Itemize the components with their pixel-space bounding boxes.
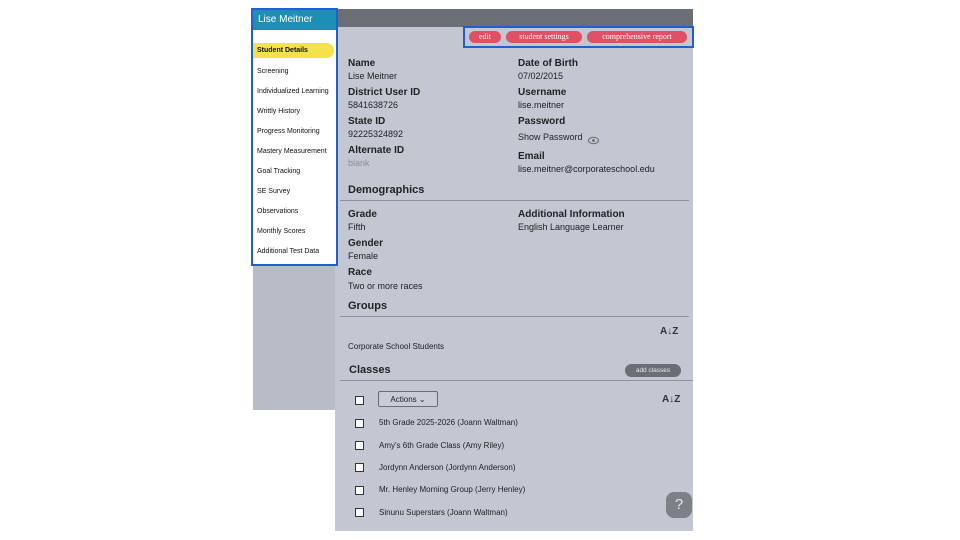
- email-label: Email: [518, 151, 545, 162]
- state-id-label: State ID: [348, 116, 386, 127]
- dob-label: Date of Birth: [518, 58, 578, 69]
- groups-divider: [340, 316, 689, 317]
- additional-info-value: English Language Learner: [518, 222, 624, 232]
- district-user-id-value: 5841638726: [348, 100, 399, 110]
- name-label: Name: [348, 58, 376, 69]
- sidebar-item-individualized-learning[interactable]: Individualized Learning: [257, 88, 329, 95]
- class-row-checkbox[interactable]: [355, 486, 364, 495]
- sidebar-item-additional-test-data[interactable]: Additional Test Data: [257, 248, 320, 255]
- password-label: Password: [518, 116, 566, 127]
- actions-dropdown[interactable]: Actions ⌄: [378, 391, 438, 407]
- dob-value: 07/02/2015: [518, 71, 564, 81]
- state-id-value: 92225324892: [348, 129, 404, 139]
- sidebar-item-se-survey[interactable]: SE Survey: [257, 188, 291, 195]
- groups-sort-az-icon[interactable]: A↓Z: [660, 326, 679, 337]
- sidebar-item-mastery-measurement[interactable]: Mastery Measurement: [257, 148, 327, 155]
- sidebar-item-observations[interactable]: Observations: [257, 208, 299, 215]
- sidebar-item-monthly-scores[interactable]: Monthly Scores: [257, 228, 306, 235]
- class-row-name: Sinunu Superstars (Joann Waltman): [379, 508, 508, 517]
- sidebar-item-goal-tracking[interactable]: Goal Tracking: [257, 168, 301, 175]
- sidebar-item-writtly-history[interactable]: Writtly History: [257, 108, 301, 115]
- alternate-id-value: blank: [348, 158, 370, 168]
- sidebar: [251, 8, 338, 266]
- classes-divider: [340, 380, 693, 381]
- alternate-id-label: Alternate ID: [348, 145, 405, 156]
- username-value: lise.meitner: [518, 100, 565, 110]
- race-label: Race: [348, 267, 372, 278]
- eye-icon[interactable]: [588, 132, 599, 141]
- classes-heading: Classes: [349, 364, 391, 376]
- comprehensive-report-button[interactable]: comprehensive report: [587, 31, 687, 43]
- class-row-name: Jordynn Anderson (Jordynn Anderson): [379, 463, 516, 472]
- gender-label: Gender: [348, 238, 384, 249]
- class-row-checkbox[interactable]: [355, 463, 364, 472]
- gender-value: Female: [348, 251, 379, 261]
- race-value: Two or more races: [348, 281, 423, 291]
- class-row-name: 5th Grade 2025-2026 (Joann Waltman): [379, 418, 518, 427]
- show-password-link[interactable]: Show Password: [518, 132, 583, 142]
- class-row-checkbox[interactable]: [355, 419, 364, 428]
- student-settings-button[interactable]: student settings: [506, 31, 582, 43]
- grade-label: Grade: [348, 209, 377, 220]
- sidebar-item-student-details[interactable]: Student Details: [253, 43, 334, 58]
- username-label: Username: [518, 87, 567, 98]
- sidebar-item-progress-monitoring[interactable]: Progress Monitoring: [257, 128, 320, 135]
- class-row-checkbox[interactable]: [355, 441, 364, 450]
- class-row-name: Mr. Henley Morning Group (Jerry Henley): [379, 485, 526, 494]
- name-value: Lise Meitner: [348, 71, 398, 81]
- select-all-checkbox[interactable]: [355, 396, 364, 405]
- groups-heading: Groups: [348, 300, 388, 312]
- group-item: Corporate School Students: [348, 342, 445, 351]
- district-user-id-label: District User ID: [348, 87, 421, 98]
- class-row-checkbox[interactable]: [355, 508, 364, 517]
- email-value: lise.meitner@corporateschool.edu: [518, 164, 655, 174]
- additional-info-label: Additional Information: [518, 209, 625, 220]
- class-row-name: Amy's 6th Grade Class (Amy Riley): [379, 441, 505, 450]
- sidebar-item-screening[interactable]: Screening: [257, 68, 289, 75]
- top-bar: [335, 9, 693, 27]
- demographics-heading: Demographics: [348, 184, 425, 196]
- classes-sort-az-icon[interactable]: A↓Z: [662, 394, 681, 405]
- help-button[interactable]: ?: [666, 492, 692, 518]
- demographics-divider: [340, 200, 689, 201]
- edit-button[interactable]: edit: [469, 31, 501, 43]
- grade-value: Fifth: [348, 222, 366, 232]
- add-classes-button[interactable]: add classes: [625, 364, 681, 377]
- sidebar-student-name: Lise Meitner: [253, 10, 336, 30]
